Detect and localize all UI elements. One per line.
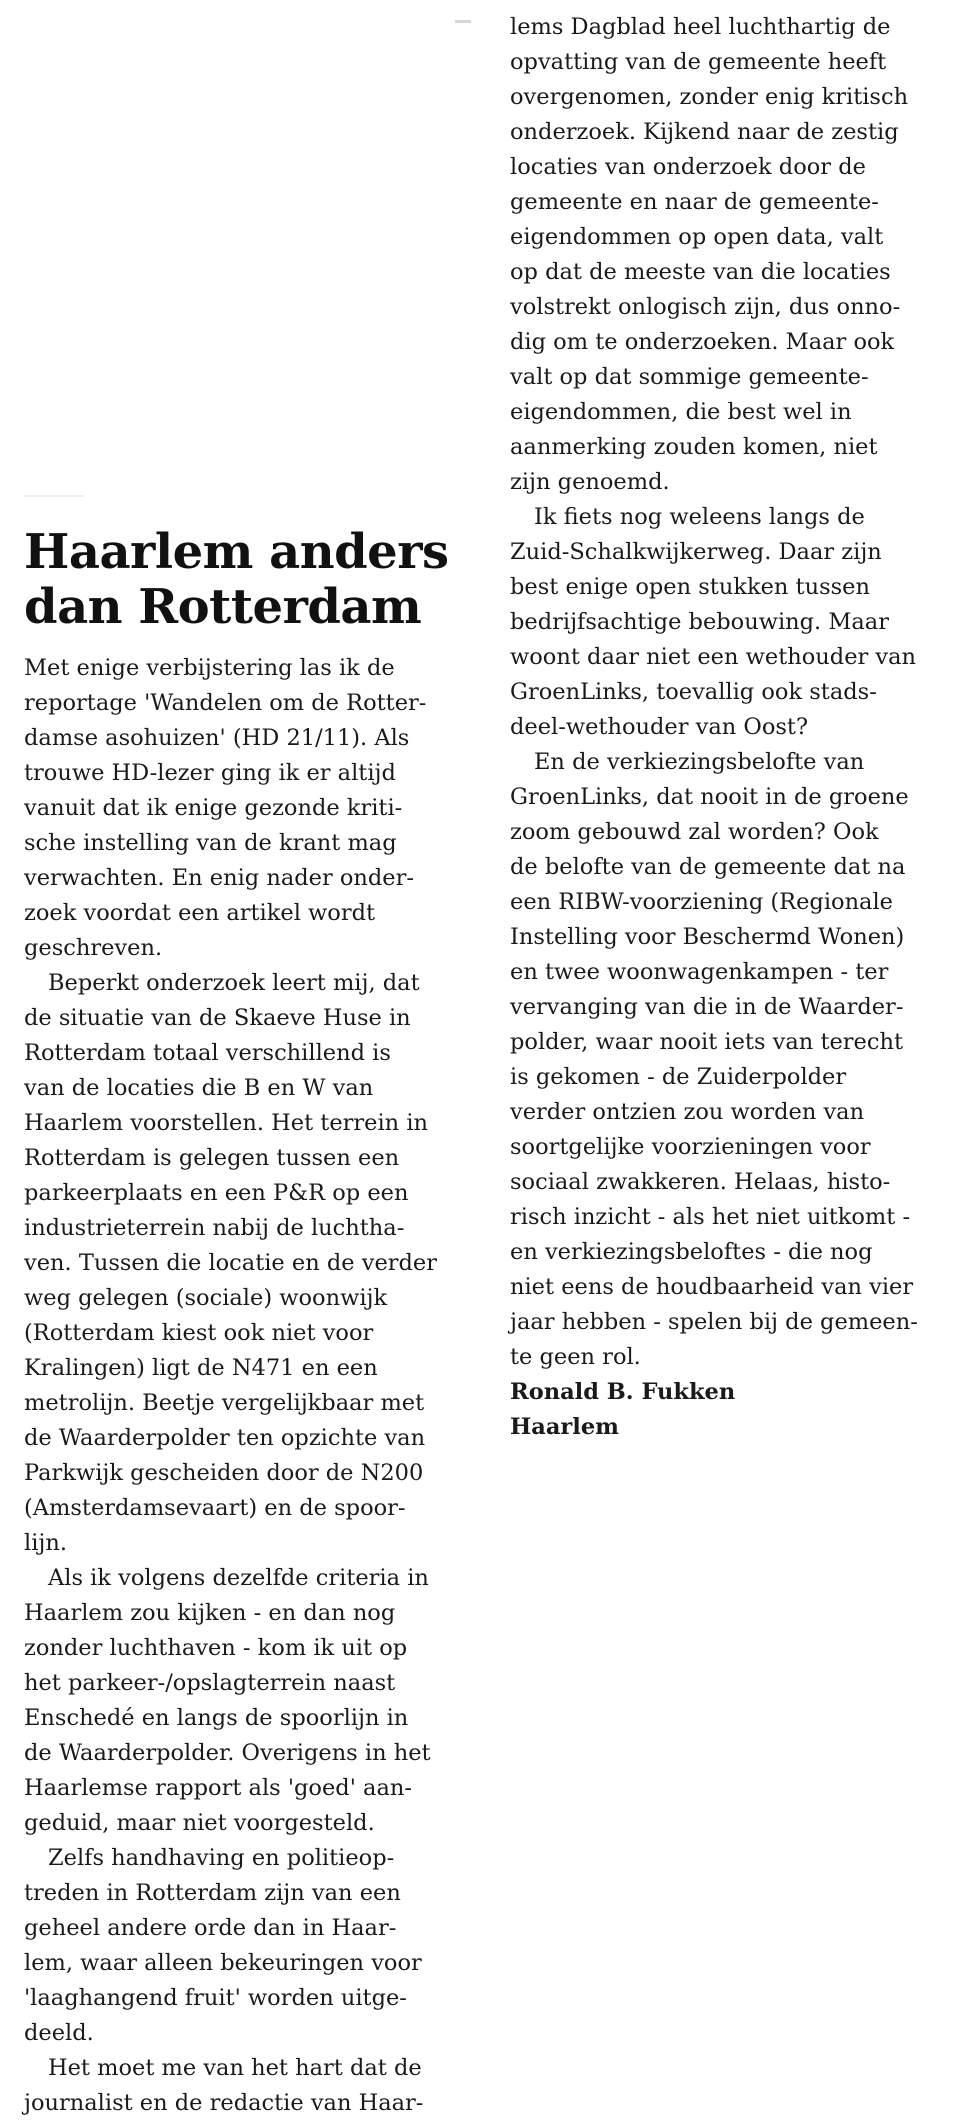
- text-line: woont daar niet een wethouder van: [510, 644, 917, 670]
- text-line: zoek voordat een artikel wordt: [24, 900, 376, 926]
- text-line: Ik fiets nog weleens langs de: [534, 504, 865, 530]
- text-line: zonder luchthaven - kom ik uit op: [24, 1635, 408, 1661]
- text-line: Haarlem zou kijken - en dan nog: [24, 1600, 396, 1626]
- text-line: Het moet me van het hart dat de: [48, 2055, 422, 2081]
- text-line: opvatting van de gemeente heeft: [510, 49, 887, 75]
- right-column-body: [510, 10, 965, 1375]
- text-line: op dat de meeste van die locaties: [510, 259, 891, 285]
- text-line: 'laaghangend fruit' worden uitge-: [24, 1985, 407, 2011]
- text-line: Rotterdam totaal verschillend is: [24, 1040, 391, 1066]
- text-line: trouwe HD-lezer ging ik er altijd: [24, 760, 396, 786]
- article-headline: [24, 525, 484, 635]
- text-line: Rotterdam is gelegen tussen een: [24, 1145, 400, 1171]
- text-line: deeld.: [24, 2020, 94, 2046]
- text-line: journalist en de redactie van Haar-: [24, 2090, 424, 2116]
- text-line: En de verkiezingsbelofte van: [534, 749, 865, 775]
- text-line: te geen rol.: [510, 1344, 641, 1370]
- text-line: sociaal zwakkeren. Helaas, histo-: [510, 1169, 891, 1195]
- text-line: lems Dagblad heel luchthartig de: [510, 14, 891, 40]
- text-line: eigendommen, die best wel in: [510, 399, 852, 425]
- text-line: (Amsterdamsevaart) en de spoor-: [24, 1495, 406, 1521]
- headline-line: Haarlem anders: [24, 524, 449, 580]
- text-line: zijn genoemd.: [510, 469, 670, 495]
- text-line: GroenLinks, dat nooit in de groene: [510, 784, 909, 810]
- text-line: het parkeer-/opslagterrein naast: [24, 1670, 396, 1696]
- text-line: en twee woonwagenkampen - ter: [510, 959, 889, 985]
- text-line: deel-wethouder van Oost?: [510, 714, 809, 740]
- text-line: Als ik volgens dezelfde criteria in: [48, 1565, 429, 1591]
- text-line: een RIBW-voorziening (Regionale: [510, 889, 893, 915]
- signature-city: Haarlem: [510, 1414, 619, 1440]
- text-line: damse asohuizen' (HD 21/11). Als: [24, 725, 410, 751]
- text-line: aanmerking zouden komen, niet: [510, 434, 878, 460]
- text-line: GroenLinks, toevallig ook stads-: [510, 679, 877, 705]
- signature-name: Ronald B. Fukken: [510, 1379, 736, 1405]
- text-line: gemeente en naar de gemeente-: [510, 189, 879, 215]
- text-line: de belofte van de gemeente dat na: [510, 854, 906, 880]
- text-line: locaties van onderzoek door de: [510, 154, 866, 180]
- text-line: overgenomen, zonder enig kritisch: [510, 84, 909, 110]
- text-line: Kralingen) ligt de N471 en een: [24, 1355, 378, 1381]
- text-line: vanuit dat ik enige gezonde kriti-: [24, 795, 403, 821]
- text-line: zoom gebouwd zal worden? Ook: [510, 819, 879, 845]
- text-line: Beperkt onderzoek leert mij, dat: [48, 970, 420, 996]
- text-line: dig om te onderzoeken. Maar ook: [510, 329, 895, 355]
- headline-line: dan Rotterdam: [24, 579, 422, 635]
- text-line: de Waarderpolder. Overigens in het: [24, 1740, 431, 1766]
- text-line: is gekomen - de Zuiderpolder: [510, 1064, 847, 1090]
- text-line: best enige open stukken tussen: [510, 574, 870, 600]
- text-line: bedrijfsachtige bebouwing. Maar: [510, 609, 889, 635]
- text-line: geduid, maar niet voorgesteld.: [24, 1810, 375, 1836]
- text-line: lem, waar alleen bekeuringen voor: [24, 1950, 422, 1976]
- text-line: sche instelling van de krant mag: [24, 830, 397, 856]
- text-line: metrolijn. Beetje vergelijkbaar met: [24, 1390, 425, 1416]
- section-divider: [24, 495, 84, 497]
- text-line: vervanging van die in de Waarder-: [510, 994, 904, 1020]
- right-column: [510, 10, 965, 1445]
- text-line: (Rotterdam kiest ook niet voor: [24, 1320, 374, 1346]
- text-line: treden in Rotterdam zijn van een: [24, 1880, 401, 1906]
- text-line: polder, waar nooit iets van terecht: [510, 1029, 904, 1055]
- left-column: [24, 525, 484, 2121]
- text-line: Enschedé en langs de spoorlijn in: [24, 1705, 409, 1731]
- text-line: weg gelegen (sociale) woonwijk: [24, 1285, 388, 1311]
- text-line: de Waarderpolder ten opzichte van: [24, 1425, 426, 1451]
- text-line: geschreven.: [24, 935, 163, 961]
- text-line: van de locaties die B en W van: [24, 1075, 374, 1101]
- text-line: en verkiezingsbeloftes - die nog: [510, 1239, 873, 1265]
- text-line: Haarlem voorstellen. Het terrein in: [24, 1110, 429, 1136]
- text-line: Zelfs handhaving en politieop-: [48, 1845, 395, 1871]
- text-line: verwachten. En enig nader onder-: [24, 865, 414, 891]
- text-line: industrieterrein nabij de luchtha-: [24, 1215, 405, 1241]
- text-line: Zuid-Schalkwijkerweg. Daar zijn: [510, 539, 882, 565]
- text-line: lijn.: [24, 1530, 68, 1556]
- text-line: geheel andere orde dan in Haar-: [24, 1915, 397, 1941]
- text-line: ven. Tussen die locatie en de verder: [24, 1250, 437, 1276]
- text-line: risch inzicht - als het niet uitkomt -: [510, 1204, 911, 1230]
- print-mark: [455, 20, 471, 23]
- text-line: valt op dat sommige gemeente-: [510, 364, 869, 390]
- text-line: verder ontzien zou worden van: [510, 1099, 865, 1125]
- text-line: Haarlemse rapport als 'goed' aan-: [24, 1775, 412, 1801]
- text-line: de situatie van de Skaeve Huse in: [24, 1005, 411, 1031]
- text-line: niet eens de houdbaarheid van vier: [510, 1274, 914, 1300]
- text-line: Met enige verbijstering las ik de: [24, 655, 395, 681]
- text-line: soortgelijke voorzieningen voor: [510, 1134, 871, 1160]
- text-line: parkeerplaats en een P&R op een: [24, 1180, 409, 1206]
- text-line: onderzoek. Kijkend naar de zestig: [510, 119, 899, 145]
- left-column-body: [24, 651, 484, 2121]
- text-line: jaar hebben - spelen bij de gemeen-: [510, 1309, 918, 1335]
- text-line: reportage 'Wandelen om de Rotter-: [24, 690, 427, 716]
- text-line: eigendommen op open data, valt: [510, 224, 884, 250]
- text-line: volstrekt onlogisch zijn, dus onno-: [510, 294, 901, 320]
- text-line: Parkwijk gescheiden door de N200: [24, 1460, 424, 1486]
- text-line: Instelling voor Beschermd Wonen): [510, 924, 905, 950]
